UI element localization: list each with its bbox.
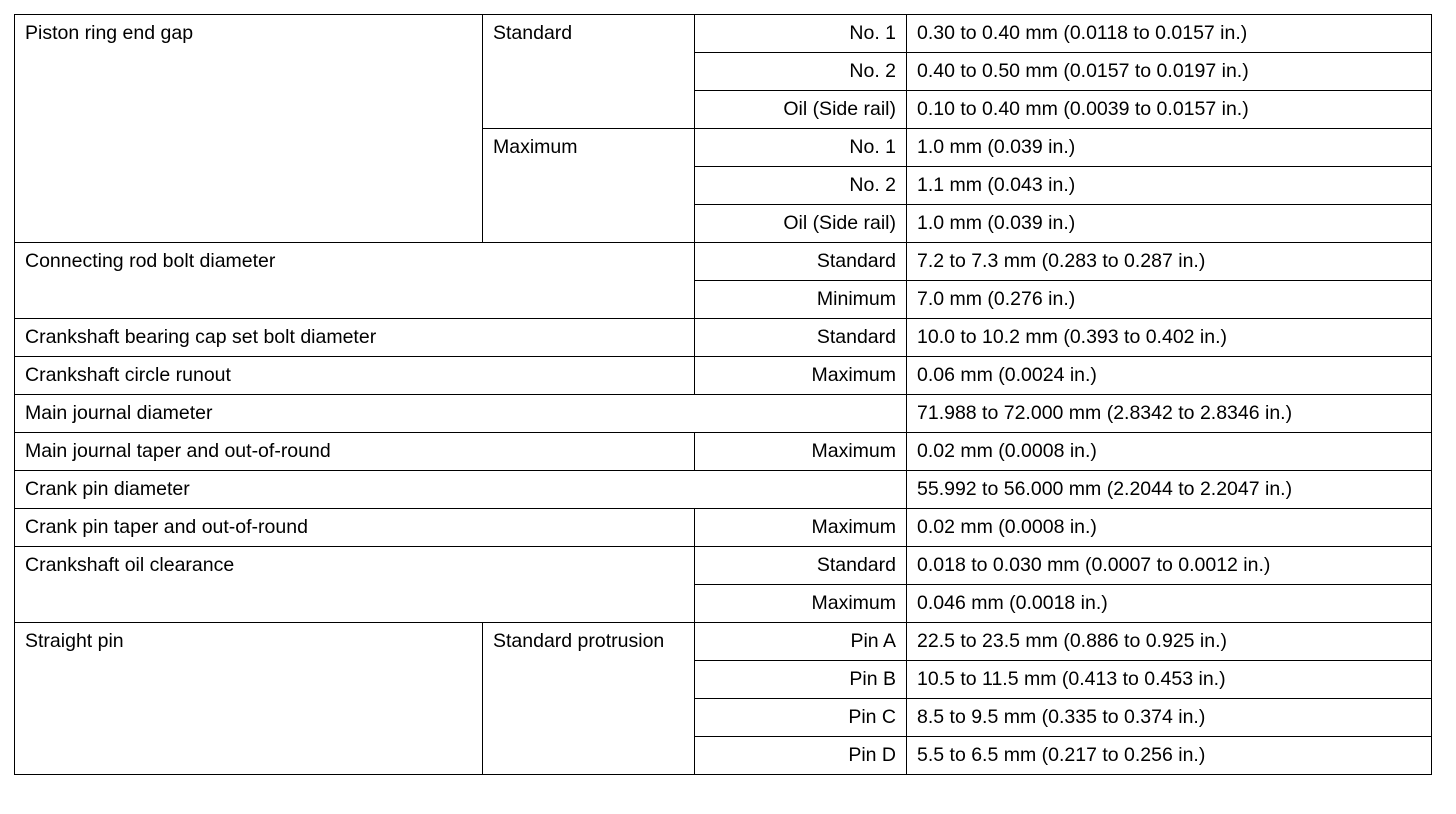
sub-label: Pin C [695,699,907,737]
table-row [15,319,1432,357]
item-label: Main journal taper and out-of-round [15,433,695,471]
item-label: Straight pin [15,623,483,775]
sub-label: Maximum [695,585,907,623]
sub-label: Pin D [695,737,907,775]
table-row [15,357,1432,395]
sub-label: Pin A [695,623,907,661]
sub-label: Maximum [695,357,907,395]
spec-value: 0.30 to 0.40 mm (0.0118 to 0.0157 in.) [907,15,1432,53]
table-row [15,395,1432,433]
item-label: Crank pin diameter [15,471,907,509]
spec-value: 0.40 to 0.50 mm (0.0157 to 0.0197 in.) [907,53,1432,91]
table-row [15,547,1432,585]
spec-value: 8.5 to 9.5 mm (0.335 to 0.374 in.) [907,699,1432,737]
spec-value: 1.0 mm (0.039 in.) [907,129,1432,167]
spec-value: 0.018 to 0.030 mm (0.0007 to 0.0012 in.) [907,547,1432,585]
sub-label: Maximum [695,433,907,471]
item-label: Crankshaft circle runout [15,357,695,395]
spec-value: 0.06 mm (0.0024 in.) [907,357,1432,395]
category-label: Standard [483,15,695,129]
item-label: Crank pin taper and out-of-round [15,509,695,547]
category-label: Maximum [483,129,695,243]
sub-label: Minimum [695,281,907,319]
table-row [15,15,1432,53]
sub-label: Standard [695,319,907,357]
category-label: Standard protrusion [483,623,695,775]
spec-value: 22.5 to 23.5 mm (0.886 to 0.925 in.) [907,623,1432,661]
specification-table [14,14,1432,775]
sub-label: Pin B [695,661,907,699]
item-label: Main journal diameter [15,395,907,433]
item-label: Crankshaft oil clearance [15,547,695,623]
spec-value: 1.1 mm (0.043 in.) [907,167,1432,205]
spec-value: 10.0 to 10.2 mm (0.393 to 0.402 in.) [907,319,1432,357]
sub-label: No. 2 [695,53,907,91]
spec-value: 0.10 to 0.40 mm (0.0039 to 0.0157 in.) [907,91,1432,129]
item-label: Piston ring end gap [15,15,483,243]
sub-label: Standard [695,243,907,281]
spec-value: 55.992 to 56.000 mm (2.2044 to 2.2047 in.) [907,471,1432,509]
spec-value: 7.0 mm (0.276 in.) [907,281,1432,319]
sub-label: Maximum [695,509,907,547]
sub-label: No. 1 [695,129,907,167]
item-label: Crankshaft bearing cap set bolt diameter [15,319,695,357]
table-row [15,623,1432,661]
sub-label: Standard [695,547,907,585]
spec-value: 10.5 to 11.5 mm (0.413 to 0.453 in.) [907,661,1432,699]
table-row [15,433,1432,471]
spec-value: 0.02 mm (0.0008 in.) [907,509,1432,547]
spec-value: 0.046 mm (0.0018 in.) [907,585,1432,623]
sub-label: No. 1 [695,15,907,53]
spec-value: 71.988 to 72.000 mm (2.8342 to 2.8346 in.) [907,395,1432,433]
spec-value: 0.02 mm (0.0008 in.) [907,433,1432,471]
item-label: Connecting rod bolt diameter [15,243,695,319]
spec-value: 1.0 mm (0.039 in.) [907,205,1432,243]
sub-label: Oil (Side rail) [695,205,907,243]
sub-label: Oil (Side rail) [695,91,907,129]
table-row [15,471,1432,509]
sub-label: No. 2 [695,167,907,205]
spec-value: 5.5 to 6.5 mm (0.217 to 0.256 in.) [907,737,1432,775]
table-row [15,509,1432,547]
table-row [15,243,1432,281]
spec-value: 7.2 to 7.3 mm (0.283 to 0.287 in.) [907,243,1432,281]
